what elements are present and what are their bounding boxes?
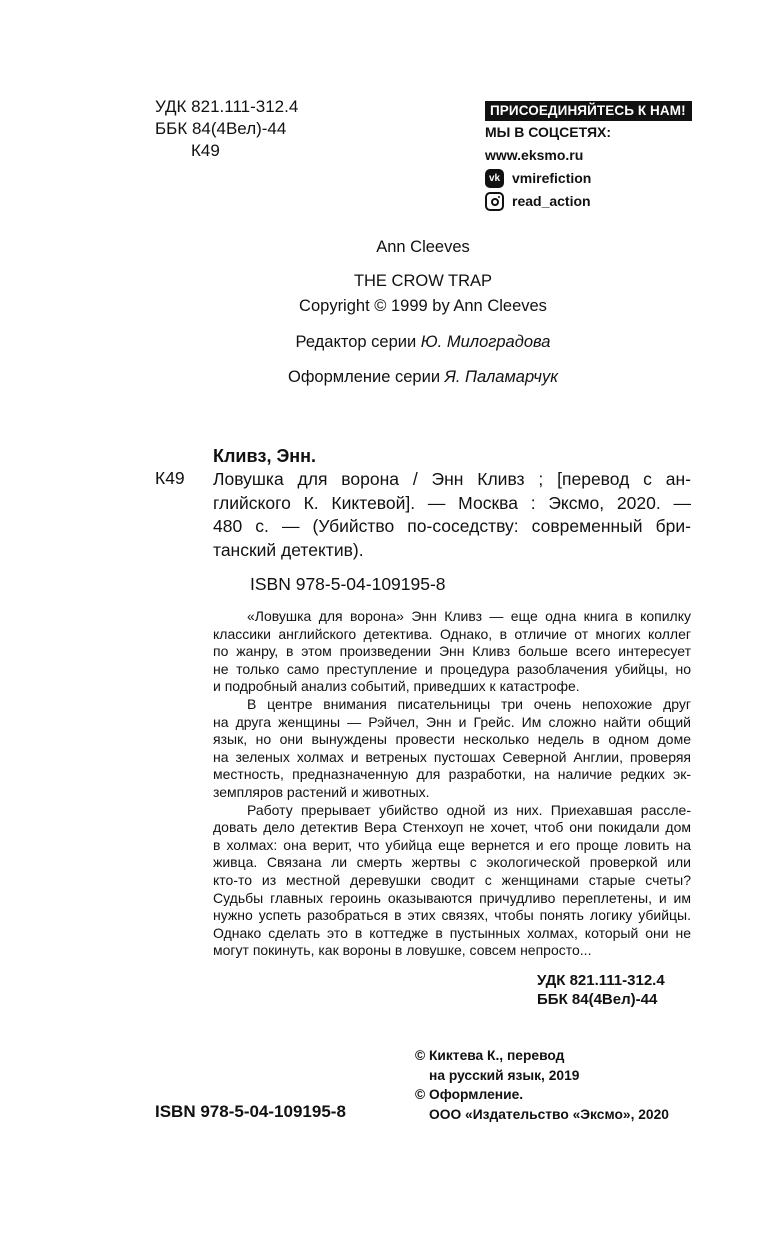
vk-handle: vmirefiction (512, 170, 592, 186)
udk-code: УДК 821.111-312.4 (155, 97, 299, 116)
copyright-design: © Оформление. (415, 1087, 524, 1102)
bottom-bbk: ББК 84(4Вел)-44 (537, 991, 658, 1008)
bottom-isbn: ISBN 978-5-04-109195-8 (155, 1102, 346, 1121)
annotation-line: на зеленых холмах и ветреных пустошах Северной Англии, проверяя (213, 748, 691, 765)
bottom-udk: УДК 821.111-312.4 (537, 972, 665, 989)
copyright-block (415, 1046, 669, 1124)
annotation-line: могут покинуть, как вороны в ловушке, совсем непросто... (213, 942, 592, 959)
copyright-translation-cont: на русский язык, 2019 (429, 1067, 580, 1083)
bbk-code: ББК 84(4Вел)-44 (155, 119, 287, 138)
author-mark: К49 (191, 141, 220, 160)
annotation-line: «Ловушка для ворона» Энн Кливз — еще одна книга в копилку (247, 608, 691, 624)
instagram-link[interactable] (485, 190, 692, 213)
copyright-publisher: ООО «Издательство «Эксмо», 2020 (429, 1106, 669, 1122)
annotation-line: В центре внимания писательницы три очень непохожие друг (247, 695, 691, 712)
bottom-codes (537, 971, 665, 1009)
card-author: Кливз, Энн. (213, 446, 317, 466)
vk-icon: vk (485, 169, 504, 188)
annotation-line: по жанру, в этом произведении Энн Кливз больше всего интересует (213, 643, 691, 660)
card-code: К49 (155, 468, 185, 488)
original-author: Ann Cleeves (376, 238, 470, 256)
annotation-line: на друга женщины — Рэйчел, Энн и Грейс. Им сложно найти общий (213, 713, 691, 730)
series-editor (0, 333, 768, 352)
annotation (213, 608, 691, 960)
instagram-icon (485, 192, 504, 211)
annotation-line: довать дело детектив Вера Стенхоуп не хочет, чтоб они покидали дом (213, 819, 691, 836)
original-title: THE CROW TRAP (353, 272, 493, 290)
description-line: танский детектив). (213, 539, 364, 560)
editor-label: Редактор серии (295, 333, 417, 351)
design-name: Я. Паламарчук (444, 368, 558, 386)
copyright-translation: © Киктева К., перевод (415, 1048, 565, 1063)
editor-name: Ю. Милоградова (420, 333, 551, 351)
annotation-line: живца. Связана ли смерть жертвы с экологической проверкой или (213, 854, 691, 871)
annotation-line: не только само преступление и процедура разоблачения убийцы, но (213, 660, 691, 677)
annotation-line: местность, предназначенную для разработки, на наличие редких эк- (213, 766, 691, 783)
description-line: 480 с. — (Убийство по-соседству: современный бри- (213, 516, 691, 536)
annotation-line: земпляров растений и животных. (213, 783, 430, 800)
join-banner: ПРИСОЕДИНЯЙТЕСЬ К НАМ! (485, 101, 692, 121)
card-description (213, 468, 691, 562)
copyright-line: Copyright © 1999 by Ann Cleeves (299, 297, 547, 315)
annotation-line: классики английского детектива. Однако, в отличие от многих коллег (213, 625, 691, 642)
catalog-codes (155, 96, 298, 162)
description-line: Ловушка для ворона / Энн Кливз ; [перевод с ан- (213, 469, 691, 489)
annotation-line: Работу прерывает убийство одной из них. Приехавшая рассле- (247, 801, 691, 818)
design-label: Оформление серии (288, 368, 441, 386)
annotation-line: и подробный анализ событий, приведших к катастрофе. (213, 678, 580, 695)
annotation-line: нужно успеть разобраться в этих связях, чтобы понять логику убийцы. (213, 907, 691, 924)
series-design (0, 368, 768, 387)
card-isbn: ISBN 978-5-04-109195-8 (250, 574, 446, 594)
annotation-line: Судьбы главных героинь оказываются причудливо переплетены, и им (213, 889, 691, 906)
social-heading: МЫ В СОЦСЕТЯХ: (485, 124, 612, 140)
vk-link[interactable] (485, 167, 692, 190)
annotation-line: кто-то из местной деревушки сводит с женщинами старые счеты? (213, 871, 691, 888)
site-link[interactable]: www.eksmo.ru (485, 147, 584, 163)
annotation-line: Однако сделать это в коттедже в пустынных холмах, который они не (213, 924, 691, 941)
description-line: глийского К. Киктевой]. — Москва : Эксмо, 2020. — (213, 492, 691, 513)
annotation-line: в холмах: она верит, что убийца еще вернется и его проще ловить на (213, 836, 691, 853)
annotation-line: язык, но они вынуждены провести несколько недель в одном доме (213, 731, 691, 748)
social-block (485, 101, 692, 213)
instagram-handle: read_action (512, 193, 591, 209)
